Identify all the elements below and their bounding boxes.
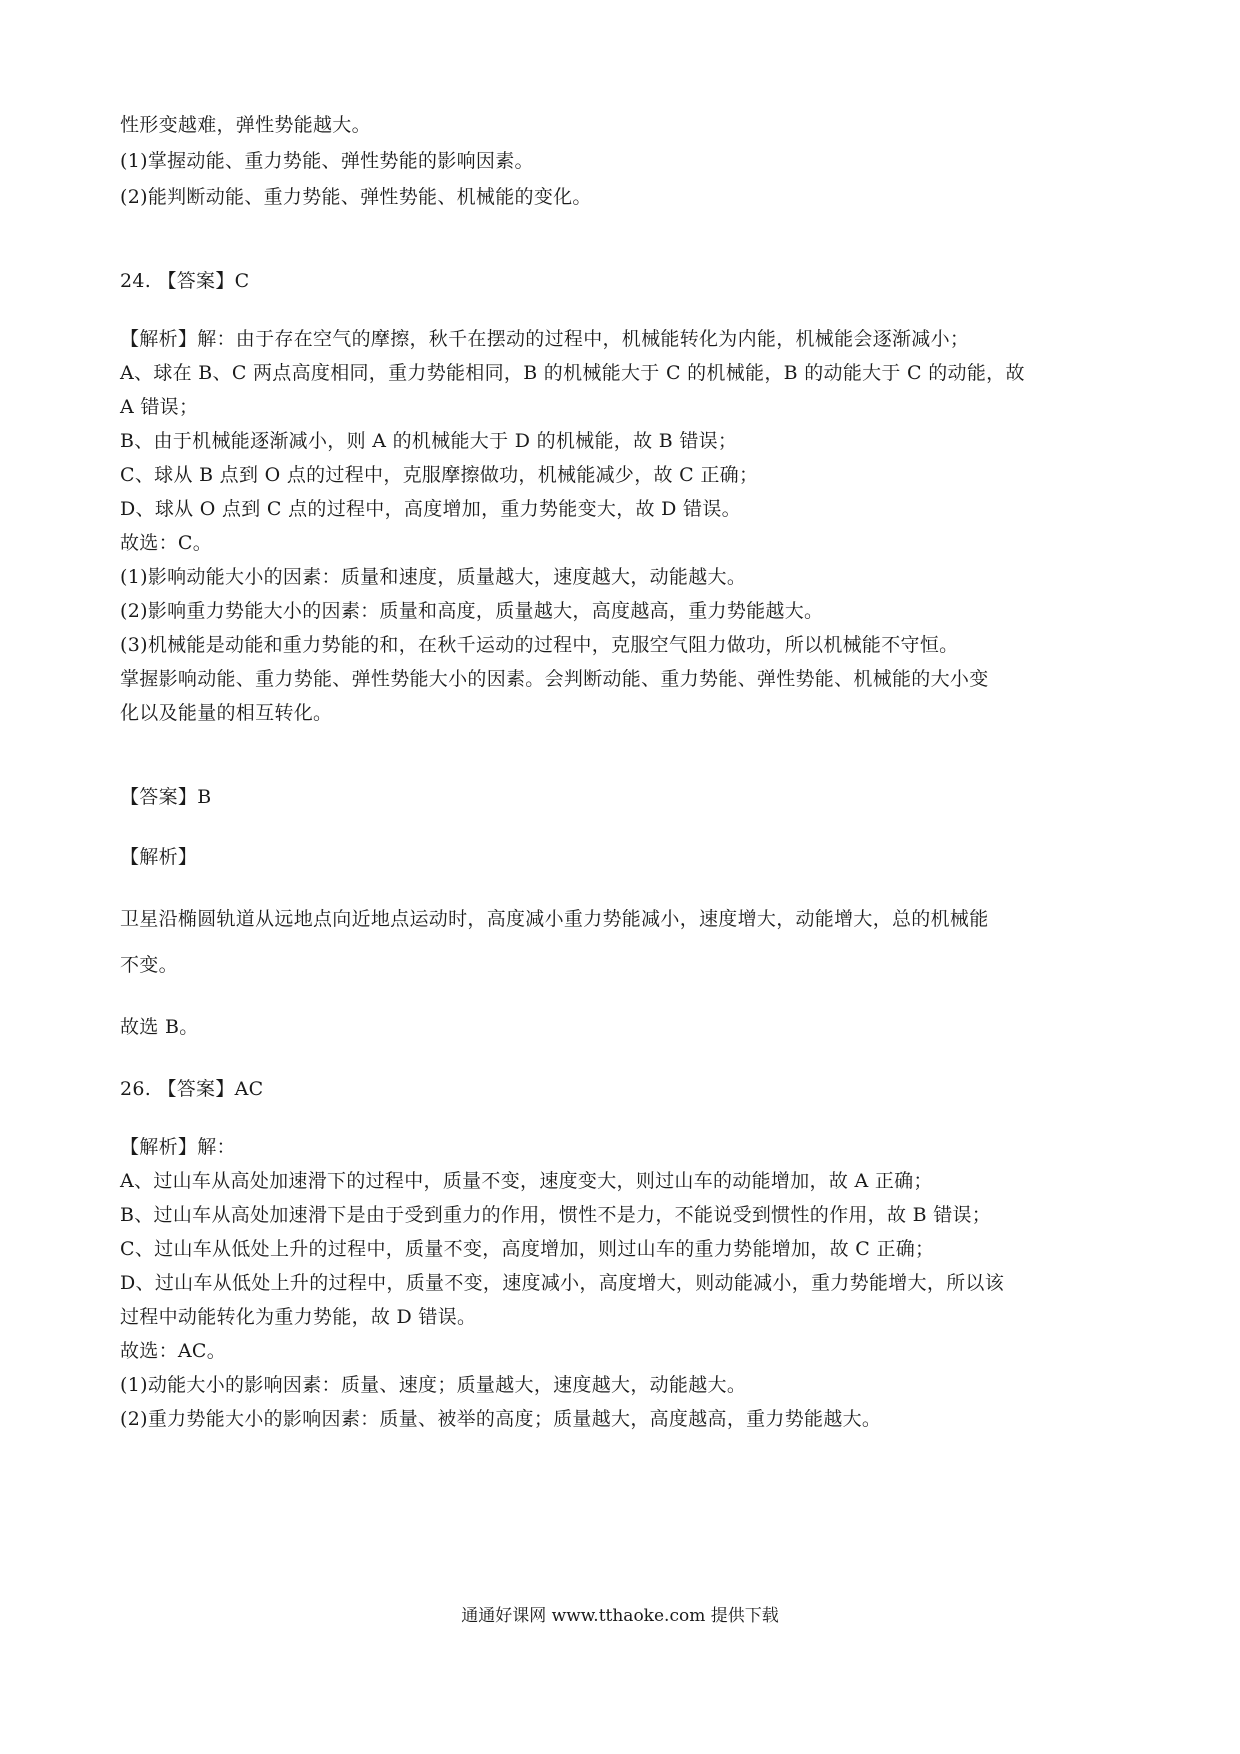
text-line: B、过山车从高处加速滑下是由于受到重力的作用，惯性不是力，不能说受到惯性的作用，故 B 错误； bbox=[120, 1204, 992, 1226]
text-line: 【解析】解： bbox=[120, 1136, 236, 1158]
text-line: (2)影响重力势能大小的因素：质量和高度，质量越大，高度越高，重力势能越大。 bbox=[120, 600, 824, 622]
text-line: 过程中动能转化为重力势能，故 D 错误。 bbox=[120, 1306, 477, 1328]
text-line: 性形变越难，弹性势能越大。 bbox=[120, 114, 371, 136]
text-line: C、球从 B 点到 O 点的过程中，克服摩擦做功，机械能减少，故 C 正确； bbox=[120, 464, 759, 486]
text-line: A 错误； bbox=[120, 396, 199, 418]
answer-heading-25: 【答案】B bbox=[120, 786, 212, 808]
text-line: (1)掌握动能、重力势能、弹性势能的影响因素。 bbox=[120, 150, 534, 172]
text-line: A、过山车从高处加速滑下的过程中，质量不变，速度变大，则过山车的动能增加，故 A 正确； bbox=[120, 1170, 933, 1192]
text-line: 故选：C。 bbox=[120, 532, 213, 554]
text-line: 掌握影响动能、重力势能、弹性势能大小的因素。会判断动能、重力势能、弹性势能、机械能的大小变 bbox=[120, 668, 989, 690]
text-line: 化以及能量的相互转化。 bbox=[120, 702, 333, 724]
text-line: 【解析】解：由于存在空气的摩擦，秋千在摆动的过程中，机械能转化为内能，机械能会逐渐减小； bbox=[120, 328, 970, 350]
answer-heading-26: 26. 【答案】AC bbox=[120, 1078, 264, 1100]
text-line: D、球从 O 点到 C 点的过程中，高度增加，重力势能变大，故 D 错误。 bbox=[120, 498, 741, 520]
text-line: B、由于机械能逐渐减小，则 A 的机械能大于 D 的机械能，故 B 错误； bbox=[120, 430, 738, 452]
text-line: (1)影响动能大小的因素：质量和速度，质量越大，速度越大，动能越大。 bbox=[120, 566, 747, 588]
text-line: 故选：AC。 bbox=[120, 1340, 227, 1362]
text-line: 卫星沿椭圆轨道从远地点向近地点运动时，高度减小重力势能减小，速度增大，动能增大，总的机械能 bbox=[120, 908, 989, 930]
text-line: (3)机械能是动能和重力势能的和，在秋千运动的过程中，克服空气阻力做功，所以机械能不守恒。 bbox=[120, 634, 959, 656]
conclusion-line: 故选 B。 bbox=[120, 1016, 199, 1038]
text-line: 不变。 bbox=[120, 954, 178, 976]
text-line: (1)动能大小的影响因素：质量、速度；质量越大，速度越大，动能越大。 bbox=[120, 1374, 747, 1396]
text-line: D、过山车从低处上升的过程中，质量不变，速度减小，高度增大，则动能减小，重力势能增大，所以该 bbox=[120, 1272, 1005, 1294]
text-line: (2)重力势能大小的影响因素：质量、被举的高度；质量越大，高度越高，重力势能越大。 bbox=[120, 1408, 882, 1430]
answer-heading-24: 24. 【答案】C bbox=[120, 270, 250, 292]
text-line: C、过山车从低处上升的过程中，质量不变，高度增加，则过山车的重力势能增加，故 C 正确； bbox=[120, 1238, 935, 1260]
text-line: (2)能判断动能、重力势能、弹性势能、机械能的变化。 bbox=[120, 186, 592, 208]
page-footer: 通通好课网 www.tthaoke.com 提供下载 bbox=[461, 1606, 779, 1626]
text-line: A、球在 B、C 两点高度相同，重力势能相同，B 的机械能大于 C 的机械能，B 的动能大于 C 的动能，故 bbox=[120, 362, 1025, 384]
analysis-label: 【解析】 bbox=[120, 846, 198, 868]
